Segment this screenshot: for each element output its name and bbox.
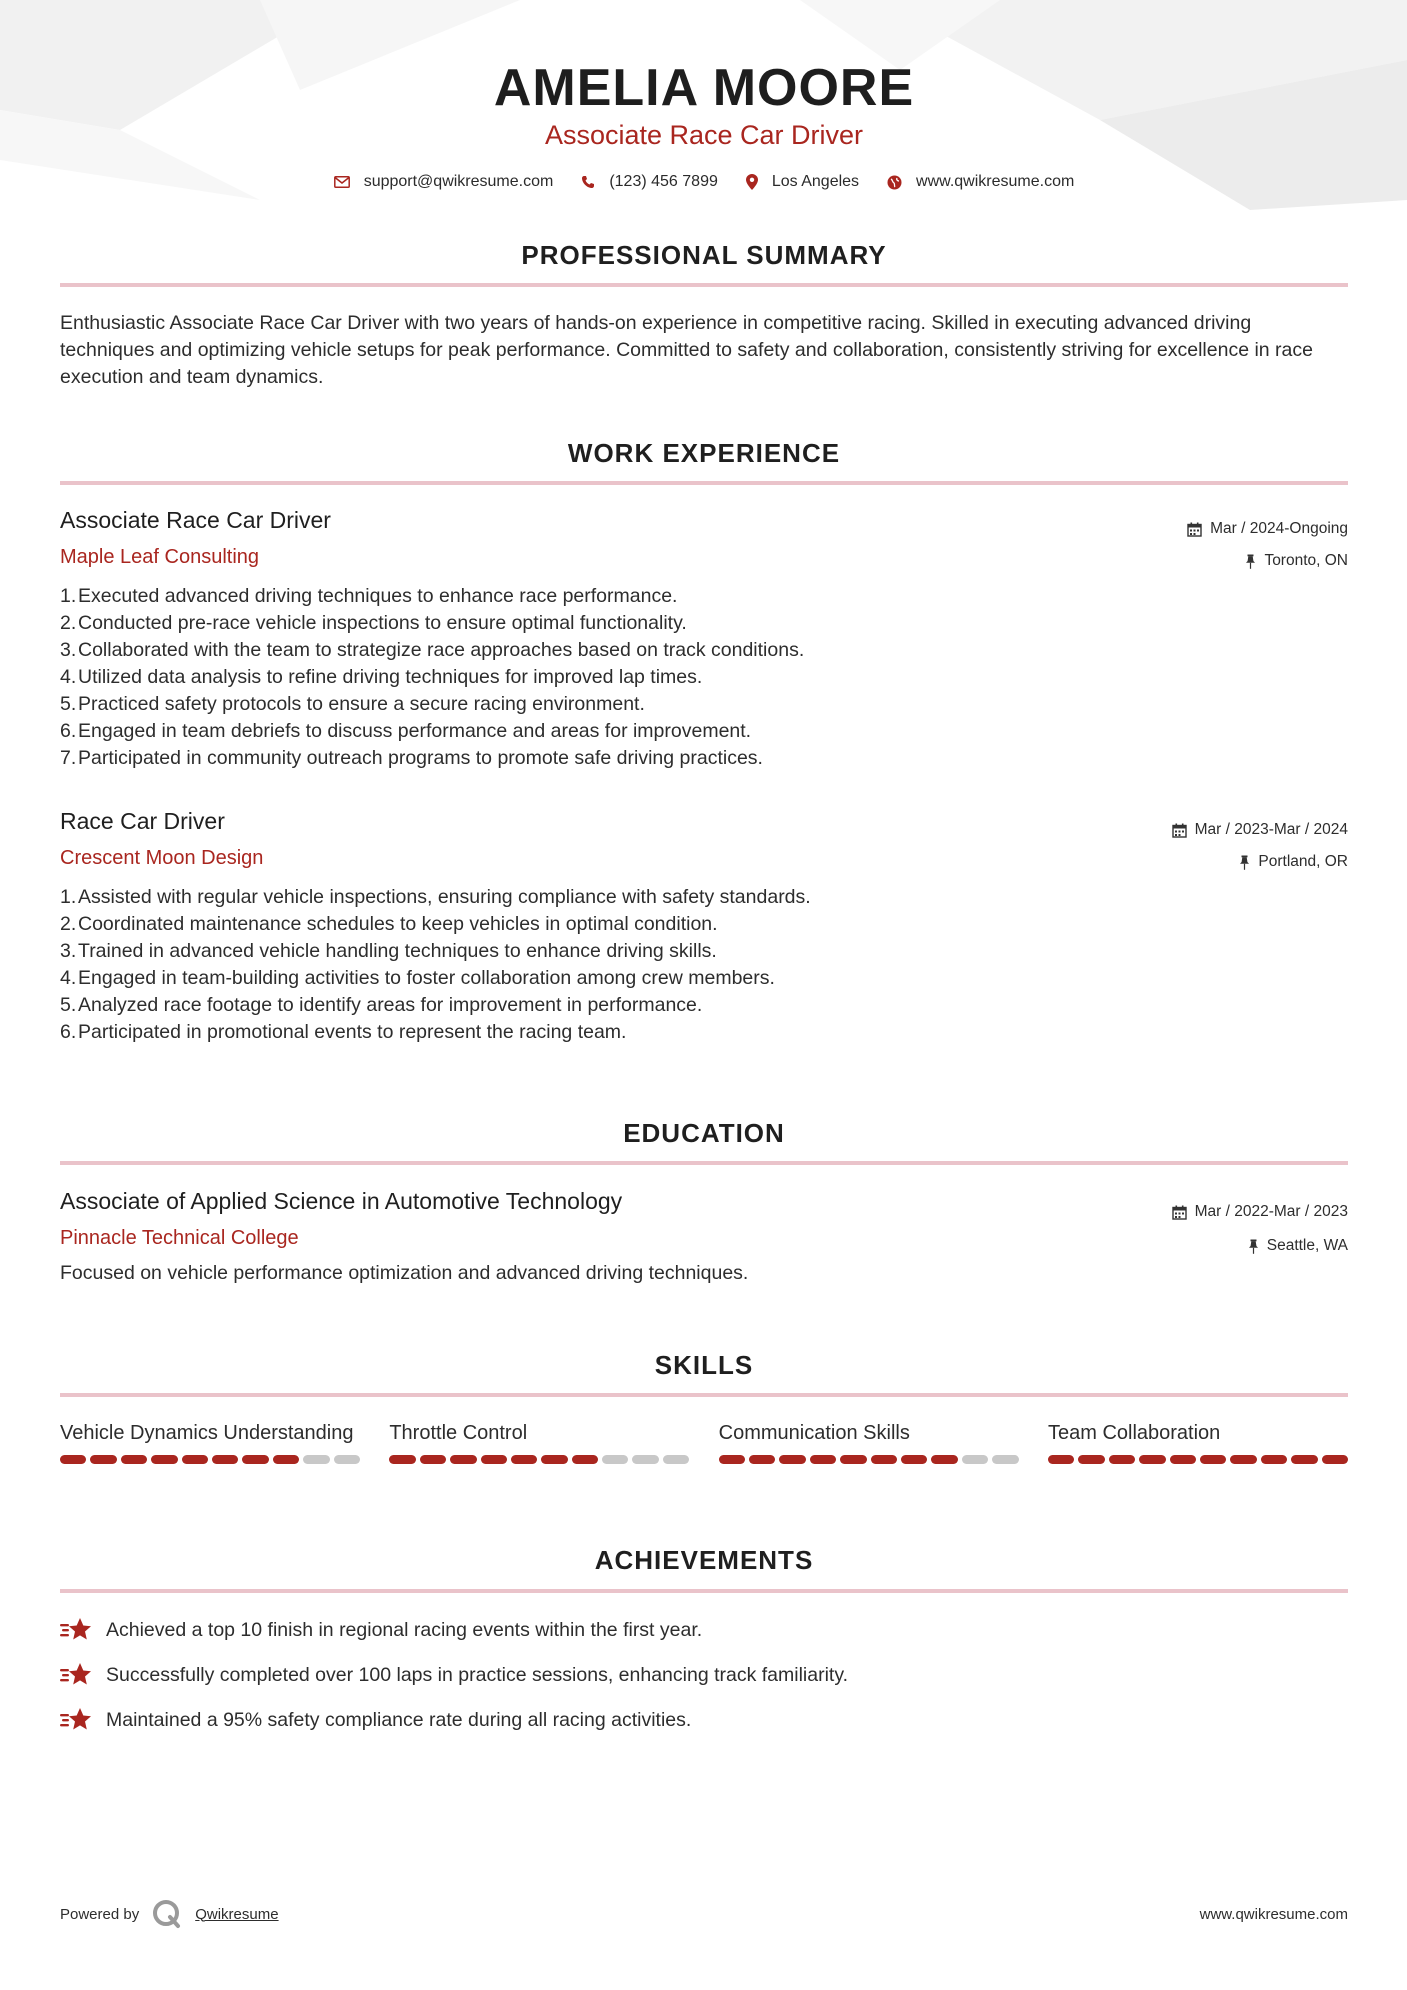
skill-segment-filled: [420, 1455, 446, 1464]
education-meta: [1172, 1194, 1348, 1262]
skill-segment-filled: [121, 1455, 147, 1464]
skill-segment-empty: [663, 1455, 689, 1464]
skill-segment-filled: [511, 1455, 537, 1464]
list-item: 1. Executed advanced driving techniques to enhance race performance.: [60, 585, 678, 607]
contact-email[interactable]: [334, 173, 554, 191]
skill-name: Team Collaboration: [1047, 1422, 1221, 1444]
list-item: 4. Engaged in team-building activities to foster collaboration among crew members.: [60, 967, 775, 989]
star-icon: [60, 1617, 92, 1643]
contact-bar: [60, 173, 1348, 191]
contact-phone[interactable]: [581, 173, 718, 191]
email-icon: [334, 176, 350, 188]
achievement-text: Successfully completed over 100 laps in practice sessions, enhancing track familiarity.: [106, 1663, 849, 1686]
skill-segment-filled: [450, 1455, 476, 1464]
skill-segment-filled: [212, 1455, 238, 1464]
skill-segment-filled: [60, 1455, 86, 1464]
skill-segment-empty: [334, 1455, 360, 1464]
experience-divider: [60, 481, 1348, 485]
candidate-role: Associate Race Car Driver: [544, 120, 864, 150]
job-title: Race Car Driver: [60, 808, 225, 834]
skill-segment-filled: [572, 1455, 598, 1464]
education-description: Focused on vehicle performance optimization and advanced driving techniques.: [60, 1262, 749, 1284]
school-name: Pinnacle Technical College: [60, 1227, 299, 1249]
website-text: www.qwikresume.com: [916, 173, 1075, 190]
job-meta: [1172, 814, 1348, 878]
summary-divider: [60, 283, 1348, 287]
education-heading: EDUCATION: [623, 1118, 785, 1148]
pushpin-icon: [1245, 554, 1256, 569]
job-location: Portland, OR: [1258, 853, 1348, 870]
job-entry: [60, 808, 1348, 1046]
achievement-text: Achieved a top 10 finish in regional racing events within the first year.: [106, 1618, 703, 1641]
skill-segment-filled: [749, 1455, 775, 1464]
skill-segment-filled: [90, 1455, 116, 1464]
skill-segment-filled: [182, 1455, 208, 1464]
job-date: Mar / 2024-Ongoing: [1210, 520, 1348, 537]
contact-location: [746, 173, 859, 191]
skill-segment-filled: [1139, 1455, 1165, 1464]
list-item: 5. Practiced safety protocols to ensure a secure racing environment.: [60, 693, 645, 715]
location-pin-icon: [746, 174, 758, 190]
qwikresume-logo-icon: [151, 1898, 183, 1930]
location-text: Los Angeles: [771, 173, 860, 190]
skill-segment-filled: [810, 1455, 836, 1464]
footer-branding: [60, 1898, 279, 1930]
degree-title: Associate of Applied Science in Automotive Technology: [60, 1188, 623, 1214]
achievement-item: [60, 1617, 1348, 1643]
skill-segment-filled: [1078, 1455, 1104, 1464]
skill-segment-empty: [992, 1455, 1018, 1464]
skills-heading: SKILLS: [654, 1350, 754, 1380]
skill-segment-filled: [273, 1455, 299, 1464]
email-text: support@qwikresume.com: [363, 173, 554, 190]
skill-name: Throttle Control: [389, 1422, 528, 1444]
list-item: 6. Engaged in team debriefs to discuss performance and areas for improvement.: [60, 720, 752, 742]
brand-link[interactable]: Qwikresume: [195, 1905, 279, 1923]
list-item: 6. Participated in promotional events to represent the racing team.: [60, 1021, 627, 1043]
list-item: 2. Coordinated maintenance schedules to keep vehicles in optimal condition.: [60, 913, 718, 935]
skill-segment-filled: [1291, 1455, 1317, 1464]
skill-segment-filled: [1109, 1455, 1135, 1464]
list-item: 1. Assisted with regular vehicle inspections, ensuring compliance with safety standards.: [60, 886, 811, 908]
education-location: Seattle, WA: [1266, 1237, 1348, 1254]
skill-segment-filled: [242, 1455, 268, 1464]
job-title: Associate Race Car Driver: [60, 507, 331, 533]
list-item: 5. Analyzed race footage to identify areas for improvement in performance.: [60, 994, 703, 1016]
summary-heading: PROFESSIONAL SUMMARY: [521, 240, 887, 270]
list-item: 3. Collaborated with the team to strategize race approaches based on track conditions.: [60, 639, 805, 661]
star-icon: [60, 1707, 92, 1733]
globe-icon: [887, 175, 902, 190]
skill-segment-filled: [151, 1455, 177, 1464]
skill-segment-filled: [1200, 1455, 1226, 1464]
pushpin-icon: [1239, 855, 1250, 870]
powered-by-label: Powered by: [60, 1905, 140, 1923]
star-icon: [60, 1662, 92, 1688]
skill-segment-filled: [779, 1455, 805, 1464]
skill-segment-filled: [1170, 1455, 1196, 1464]
list-item: 7. Participated in community outreach programs to promote safe driving practices.: [60, 747, 763, 769]
skill-segment-filled: [901, 1455, 927, 1464]
job-date: Mar / 2023-Mar / 2024: [1194, 821, 1348, 838]
summary-text: Enthusiastic Associate Race Car Driver with two years of hands-on experience in competitive racing. Skilled in executing advanced driving techniques and optimizing vehicle setups for peak performance. Committed to safety and collaboration, consistently striving for excellence in race execution and team dynamics.: [60, 312, 1313, 388]
phone-text: (123) 456 7899: [609, 173, 718, 190]
job-duties: [60, 884, 1348, 1046]
education-divider: [60, 1161, 1348, 1165]
candidate-name: AMELIA MOORE: [493, 59, 915, 117]
achievement-item: [60, 1662, 1348, 1688]
skill-level-bar: [719, 1455, 1019, 1464]
skills-list: [60, 1420, 1348, 1464]
skill-level-bar: [389, 1455, 689, 1464]
achievement-item: [60, 1707, 1348, 1733]
skill-level-bar: [60, 1455, 360, 1464]
skill-segment-filled: [840, 1455, 866, 1464]
achievement-text: Maintained a 95% safety compliance rate during all racing activities.: [106, 1708, 692, 1731]
skill-segment-filled: [481, 1455, 507, 1464]
job-duties: [60, 583, 1348, 772]
experience-heading: WORK EXPERIENCE: [567, 438, 841, 468]
achievements-heading: ACHIEVEMENTS: [594, 1545, 814, 1575]
pushpin-icon: [1248, 1239, 1259, 1254]
skill-segment-filled: [1230, 1455, 1256, 1464]
job-company: Crescent Moon Design: [60, 847, 264, 869]
skill-segment-filled: [1322, 1455, 1348, 1464]
skill-name: Communication Skills: [718, 1422, 910, 1444]
list-item: 3. Trained in advanced vehicle handling techniques to enhance driving skills.: [60, 940, 717, 962]
skill-segment-filled: [1048, 1455, 1074, 1464]
skills-divider: [60, 1393, 1348, 1397]
list-item: 4. Utilized data analysis to refine driving techniques for improved lap times.: [60, 666, 703, 688]
calendar-icon: [1187, 522, 1202, 537]
skill-segment-empty: [303, 1455, 329, 1464]
skill-segment-filled: [541, 1455, 567, 1464]
skill-item: [389, 1420, 689, 1464]
skill-segment-filled: [719, 1455, 745, 1464]
achievements-divider: [60, 1589, 1348, 1593]
calendar-icon: [1172, 823, 1187, 838]
footer-website[interactable]: www.qwikresume.com: [1199, 1906, 1348, 1923]
job-meta: [1187, 513, 1348, 577]
skill-segment-filled: [389, 1455, 415, 1464]
education-entry: [60, 1188, 1348, 1285]
skill-item: [719, 1420, 1019, 1464]
skill-segment-empty: [632, 1455, 658, 1464]
list-item: 2. Conducted pre-race vehicle inspections to ensure optimal functionality.: [60, 612, 687, 634]
calendar-icon: [1172, 1205, 1187, 1220]
skill-item: [1048, 1420, 1348, 1464]
skill-segment-filled: [871, 1455, 897, 1464]
education-date: Mar / 2022-Mar / 2023: [1194, 1203, 1348, 1220]
skill-segment-filled: [1261, 1455, 1287, 1464]
skill-segment-empty: [962, 1455, 988, 1464]
contact-website[interactable]: [887, 173, 1074, 191]
skill-segment-empty: [602, 1455, 628, 1464]
skill-segment-filled: [931, 1455, 957, 1464]
skill-item: [60, 1420, 360, 1464]
job-location: Toronto, ON: [1264, 552, 1348, 569]
skill-level-bar: [1048, 1455, 1348, 1464]
skill-name: Vehicle Dynamics Understanding: [60, 1422, 354, 1444]
job-company: Maple Leaf Consulting: [60, 546, 260, 568]
phone-icon: [581, 175, 595, 189]
job-entry: [60, 507, 1348, 772]
